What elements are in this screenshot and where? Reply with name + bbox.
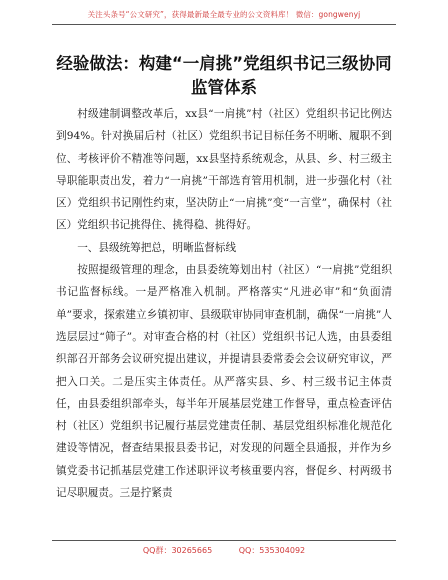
footer-divider bbox=[52, 540, 396, 541]
header-divider bbox=[52, 24, 396, 25]
document-title: 经验做法：构建“一肩挑”党组织书记三级协同监管体系 bbox=[56, 54, 392, 97]
body-paragraph: 按照提级管理的理念，由县委统筹划出村（社区）“一肩挑”党组织书记监督标线。一是严格准入机制。严格落实“凡进必审”和“负面清单”要求，探索建立乡镇初审、县级联审协同审查机制，确保“一肩挑”人选层层过“筛子”。对审查合格的村（社区）党组织书记人选，由县委组织部召开部务会议研究提出建议，并提请县委常委会会议研究审议，严把入口关。二是压实主体责任。从严落实县、乡、村三级书记主体责任，由县委组织部牵头，每半年开展基层党建工作督导，重点检查评估村（社区）党组织书记履行基层党建责任制、基层党组织标准化规范化建设等情况，督查结果报县委书记，对发现的问题全县通报，并作为乡镇党委书记抓基层党建工作述职评议考核重要内容，督促乡、村两级书记尽职履责。三是拧紧责 bbox=[56, 264, 392, 500]
section-heading: 一、县级统筹把总，明晰监督标线 bbox=[77, 241, 237, 254]
footer-qq-group: QQ群：30265665 bbox=[142, 546, 213, 555]
footer bbox=[0, 545, 448, 556]
body-paragraph: 村级建制调整改革后，xx县“一肩挑”村（社区）党组织书记比例达到94%。针对换届后村（社区）党组织书记目标任务不明晰、履职不到位、考核评价不精准等问题，xx县坚持系统观念，从县、乡、村三级主导职能职责出发，着力“一肩挑”干部选育管用机制，进一步强化村（社区）党组织书记刚性约束，坚决防止“一肩挑”变“一言堂”，确保村（社区）党组织书记挑得住、挑得稳、挑得好。 bbox=[56, 108, 392, 232]
header-banner: 关注头条号“公文研究”，获得最新最全最专业的公文资料库！ 微信：gongwenyj bbox=[87, 10, 361, 19]
footer-qq: QQ：535304092 bbox=[238, 546, 306, 555]
document-body bbox=[56, 103, 392, 504]
